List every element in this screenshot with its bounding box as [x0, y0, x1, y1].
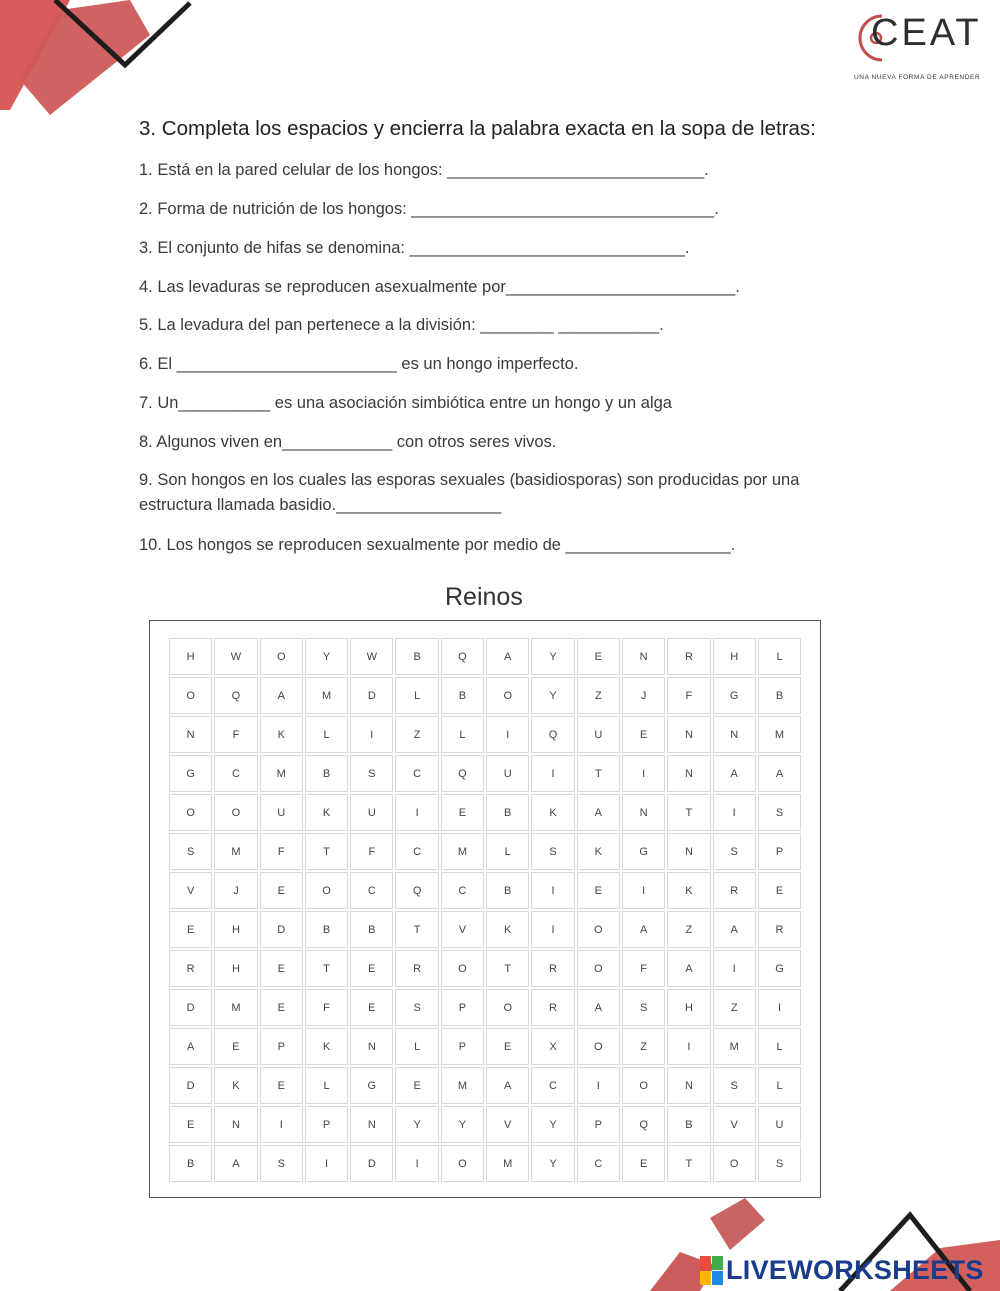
- wordsearch-cell[interactable]: S: [350, 755, 393, 792]
- wordsearch-cell[interactable]: E: [758, 872, 801, 909]
- wordsearch-cell[interactable]: R: [758, 911, 801, 948]
- wordsearch-cell[interactable]: T: [305, 950, 348, 987]
- wordsearch-cell[interactable]: M: [260, 755, 303, 792]
- logo-text: CEAT: [871, 12, 982, 54]
- wordsearch-cell[interactable]: Z: [577, 677, 620, 714]
- wordsearch-cell[interactable]: Y: [531, 677, 574, 714]
- wordsearch-cell[interactable]: O: [622, 1067, 665, 1104]
- wordsearch-cell[interactable]: H: [214, 950, 257, 987]
- wordsearch-cell[interactable]: A: [758, 755, 801, 792]
- question-8: 8. Algunos viven en____________ con otros seres vivos.: [139, 433, 557, 451]
- wordsearch-cell[interactable]: T: [667, 794, 710, 831]
- wordsearch-cell[interactable]: O: [260, 638, 303, 675]
- wordsearch-cell[interactable]: B: [486, 794, 529, 831]
- wordsearch-cell[interactable]: L: [395, 1028, 438, 1065]
- wordsearch-cell[interactable]: J: [214, 872, 257, 909]
- wordsearch-cell[interactable]: I: [395, 794, 438, 831]
- wordsearch-cell[interactable]: Q: [531, 716, 574, 753]
- wordsearch-cell[interactable]: M: [305, 677, 348, 714]
- wordsearch-cell[interactable]: M: [713, 1028, 756, 1065]
- wordsearch-cell[interactable]: X: [531, 1028, 574, 1065]
- liveworksheets-brand: [700, 1253, 984, 1287]
- wordsearch-cell[interactable]: I: [260, 1106, 303, 1143]
- wordsearch-cell[interactable]: F: [214, 716, 257, 753]
- wordsearch-cell[interactable]: A: [486, 638, 529, 675]
- wordsearch-cell[interactable]: U: [260, 794, 303, 831]
- wordsearch-cell[interactable]: B: [758, 677, 801, 714]
- wordsearch-cell[interactable]: Q: [441, 755, 484, 792]
- wordsearch-cell[interactable]: I: [713, 950, 756, 987]
- wordsearch-cell[interactable]: F: [305, 989, 348, 1026]
- wordsearch-cell[interactable]: S: [531, 833, 574, 870]
- wordsearch-cell[interactable]: U: [350, 794, 393, 831]
- wordsearch-cell[interactable]: L: [758, 1067, 801, 1104]
- wordsearch-cell[interactable]: C: [395, 833, 438, 870]
- wordsearch-cell[interactable]: E: [260, 1067, 303, 1104]
- question-2: 2. Forma de nutrición de los hongos: _________________________________.: [139, 200, 719, 218]
- wordsearch-cell[interactable]: C: [350, 872, 393, 909]
- wordsearch-cell[interactable]: V: [169, 872, 212, 909]
- wordsearch-cell[interactable]: E: [350, 989, 393, 1026]
- wordsearch-cell[interactable]: S: [758, 1145, 801, 1182]
- wordsearch-cell[interactable]: N: [667, 833, 710, 870]
- wordsearch-cell[interactable]: O: [577, 911, 620, 948]
- wordsearch-cell[interactable]: M: [441, 833, 484, 870]
- wordsearch-cell[interactable]: S: [758, 794, 801, 831]
- wordsearch-cell[interactable]: Y: [305, 638, 348, 675]
- wordsearch-cell[interactable]: T: [395, 911, 438, 948]
- wordsearch-cell[interactable]: G: [622, 833, 665, 870]
- wordsearch-cell[interactable]: B: [305, 755, 348, 792]
- wordsearch-cell[interactable]: E: [169, 1106, 212, 1143]
- wordsearch-cell[interactable]: A: [214, 1145, 257, 1182]
- wordsearch-cell[interactable]: O: [214, 794, 257, 831]
- wordsearch-cell[interactable]: R: [713, 872, 756, 909]
- wordsearch-cell[interactable]: M: [214, 833, 257, 870]
- wordsearch-cell[interactable]: E: [441, 794, 484, 831]
- wordsearch-cell[interactable]: K: [260, 716, 303, 753]
- wordsearch-cell[interactable]: S: [260, 1145, 303, 1182]
- wordsearch-cell[interactable]: B: [169, 1145, 212, 1182]
- question-10: 10. Los hongos se reproducen sexualmente por medio de __________________.: [139, 536, 736, 554]
- wordsearch-cell[interactable]: B: [305, 911, 348, 948]
- wordsearch-cell[interactable]: N: [622, 794, 665, 831]
- wordsearch-cell[interactable]: B: [486, 872, 529, 909]
- wordsearch-cell[interactable]: Y: [531, 638, 574, 675]
- wordsearch-cell[interactable]: W: [350, 638, 393, 675]
- wordsearch-cell[interactable]: T: [577, 755, 620, 792]
- wordsearch-cell[interactable]: H: [214, 911, 257, 948]
- wordsearch-cell[interactable]: I: [531, 911, 574, 948]
- wordsearch-cell[interactable]: S: [395, 989, 438, 1026]
- wordsearch-cell[interactable]: O: [169, 677, 212, 714]
- wordsearch-cell[interactable]: K: [214, 1067, 257, 1104]
- wordsearch-cell[interactable]: D: [350, 677, 393, 714]
- wordsearch-cell[interactable]: I: [531, 755, 574, 792]
- wordsearch-cell[interactable]: S: [622, 989, 665, 1026]
- wordsearch-cell[interactable]: I: [305, 1145, 348, 1182]
- wordsearch-cell[interactable]: M: [758, 716, 801, 753]
- wordsearch-cell[interactable]: E: [350, 950, 393, 987]
- wordsearch-cell[interactable]: F: [667, 677, 710, 714]
- wordsearch-cell[interactable]: N: [667, 1067, 710, 1104]
- wordsearch-cell[interactable]: G: [758, 950, 801, 987]
- wordsearch-cell[interactable]: N: [713, 716, 756, 753]
- wordsearch-cell[interactable]: O: [486, 677, 529, 714]
- wordsearch-cell[interactable]: Q: [441, 638, 484, 675]
- logo-tagline: UNA NUEVA FORMA DE APRENDER: [854, 74, 981, 81]
- wordsearch-cell[interactable]: N: [169, 716, 212, 753]
- wordsearch-cell[interactable]: G: [169, 755, 212, 792]
- wordsearch-cell[interactable]: N: [214, 1106, 257, 1143]
- wordsearch-cell[interactable]: B: [667, 1106, 710, 1143]
- wordsearch-cell[interactable]: K: [486, 911, 529, 948]
- wordsearch-cell[interactable]: U: [577, 716, 620, 753]
- wordsearch-cell[interactable]: B: [441, 677, 484, 714]
- wordsearch-cell[interactable]: Y: [395, 1106, 438, 1143]
- wordsearch-cell[interactable]: E: [214, 1028, 257, 1065]
- wordsearch-cell[interactable]: E: [395, 1067, 438, 1104]
- wordsearch-cell[interactable]: E: [622, 1145, 665, 1182]
- wordsearch-cell[interactable]: I: [531, 872, 574, 909]
- question-5: 5. La levadura del pan pertenece a la división: ________ ___________.: [139, 316, 664, 334]
- wordsearch-cell[interactable]: A: [169, 1028, 212, 1065]
- wordsearch-cell[interactable]: A: [577, 794, 620, 831]
- wordsearch-cell[interactable]: I: [758, 989, 801, 1026]
- question-1: 1. Está en la pared celular de los hongos: ____________________________.: [139, 161, 709, 179]
- wordsearch-cell[interactable]: I: [577, 1067, 620, 1104]
- wordsearch-cell[interactable]: N: [350, 1028, 393, 1065]
- wordsearch-cell[interactable]: S: [713, 833, 756, 870]
- wordsearch-cell[interactable]: R: [531, 950, 574, 987]
- wordsearch-cell[interactable]: F: [350, 833, 393, 870]
- wordsearch-cell[interactable]: V: [486, 1106, 529, 1143]
- liveworksheets-text: LIVEWORKSHEETS: [726, 1254, 984, 1285]
- wordsearch-cell[interactable]: I: [667, 1028, 710, 1065]
- wordsearch-cell[interactable]: A: [713, 911, 756, 948]
- wordsearch-cell[interactable]: E: [260, 950, 303, 987]
- wordsearch-cell[interactable]: A: [486, 1067, 529, 1104]
- wordsearch-cell[interactable]: A: [667, 950, 710, 987]
- wordsearch-cell[interactable]: L: [758, 638, 801, 675]
- wordsearch-cell[interactable]: F: [260, 833, 303, 870]
- wordsearch-cell[interactable]: R: [395, 950, 438, 987]
- wordsearch-cell[interactable]: P: [305, 1106, 348, 1143]
- wordsearch-cell[interactable]: N: [622, 638, 665, 675]
- wordsearch-cell[interactable]: T: [305, 833, 348, 870]
- wordsearch-cell[interactable]: B: [350, 911, 393, 948]
- wordsearch-cell[interactable]: A: [260, 677, 303, 714]
- wordsearch-cell[interactable]: M: [486, 1145, 529, 1182]
- wordsearch-cell[interactable]: K: [667, 872, 710, 909]
- wordsearch-cell[interactable]: I: [713, 794, 756, 831]
- wordsearch-cell[interactable]: T: [667, 1145, 710, 1182]
- wordsearch-cell[interactable]: Y: [531, 1106, 574, 1143]
- wordsearch-cell[interactable]: O: [441, 950, 484, 987]
- wordsearch-cell[interactable]: G: [350, 1067, 393, 1104]
- wordsearch-cell[interactable]: Y: [441, 1106, 484, 1143]
- wordsearch-cell[interactable]: I: [486, 716, 529, 753]
- wordsearch-cell[interactable]: P: [441, 989, 484, 1026]
- wordsearch-cell[interactable]: T: [486, 950, 529, 987]
- wordsearch-cell[interactable]: P: [758, 833, 801, 870]
- exercise-heading: 3. Completa los espacios y encierra la palabra exacta en la sopa de letras:: [139, 117, 816, 140]
- wordsearch-cell[interactable]: H: [713, 638, 756, 675]
- wordsearch-cell[interactable]: H: [169, 638, 212, 675]
- wordsearch-cell[interactable]: C: [577, 1145, 620, 1182]
- wordsearch-cell[interactable]: S: [713, 1067, 756, 1104]
- wordsearch-cell[interactable]: O: [577, 950, 620, 987]
- wordsearch-cell[interactable]: G: [713, 677, 756, 714]
- wordsearch-cell[interactable]: E: [577, 872, 620, 909]
- wordsearch-cell[interactable]: L: [486, 833, 529, 870]
- wordsearch-cell[interactable]: U: [758, 1106, 801, 1143]
- question-3: 3. El conjunto de hifas se denomina: ______________________________.: [139, 239, 690, 257]
- wordsearch-cell[interactable]: Z: [395, 716, 438, 753]
- wordsearch-cell[interactable]: J: [622, 677, 665, 714]
- wordsearch-cell[interactable]: K: [577, 833, 620, 870]
- wordsearch-cell[interactable]: M: [441, 1067, 484, 1104]
- wordsearch-cell[interactable]: W: [214, 638, 257, 675]
- wordsearch-cell[interactable]: C: [441, 872, 484, 909]
- wordsearch-cell[interactable]: E: [486, 1028, 529, 1065]
- wordsearch-cell[interactable]: D: [350, 1145, 393, 1182]
- wordsearch-cell[interactable]: I: [622, 872, 665, 909]
- wordsearch-cell[interactable]: I: [622, 755, 665, 792]
- wordsearch-cell[interactable]: I: [395, 1145, 438, 1182]
- wordsearch-cell[interactable]: O: [441, 1145, 484, 1182]
- wordsearch-cell[interactable]: O: [486, 989, 529, 1026]
- question-6: 6. El ________________________ es un hongo imperfecto.: [139, 355, 579, 373]
- wordsearch-cell[interactable]: H: [667, 989, 710, 1026]
- wordsearch-cell[interactable]: K: [305, 794, 348, 831]
- wordsearch-cell[interactable]: O: [577, 1028, 620, 1065]
- ceat-logo: [848, 10, 993, 88]
- wordsearch-cell[interactable]: Z: [667, 911, 710, 948]
- wordsearch-cell[interactable]: D: [260, 911, 303, 948]
- wordsearch-cell[interactable]: Q: [622, 1106, 665, 1143]
- wordsearch-cell[interactable]: E: [622, 716, 665, 753]
- wordsearch-title: Reinos: [445, 583, 523, 611]
- wordsearch-cell[interactable]: L: [758, 1028, 801, 1065]
- wordsearch-cell[interactable]: U: [486, 755, 529, 792]
- wordsearch-cell[interactable]: L: [395, 677, 438, 714]
- wordsearch-cell[interactable]: O: [713, 1145, 756, 1182]
- wordsearch-cell[interactable]: C: [214, 755, 257, 792]
- wordsearch-cell[interactable]: S: [169, 833, 212, 870]
- wordsearch-cell[interactable]: C: [531, 1067, 574, 1104]
- wordsearch-cell[interactable]: E: [260, 989, 303, 1026]
- wordsearch-grid: [169, 638, 803, 1182]
- question-7: 7. Un__________ es una asociación simbiótica entre un hongo y un alga: [139, 394, 672, 412]
- wordsearch-cell[interactable]: F: [622, 950, 665, 987]
- wordsearch-cell[interactable]: N: [350, 1106, 393, 1143]
- wordsearch-cell[interactable]: D: [169, 1067, 212, 1104]
- question-9: 9. Son hongos en los cuales las esporas sexuales (basidiosporas) son producidas por una estructura llamada basidio.__________________: [139, 471, 804, 514]
- wordsearch-cell[interactable]: R: [667, 638, 710, 675]
- wordsearch-cell[interactable]: P: [260, 1028, 303, 1065]
- wordsearch-cell[interactable]: Q: [214, 677, 257, 714]
- wordsearch-cell[interactable]: O: [305, 872, 348, 909]
- wordsearch-cell[interactable]: D: [169, 989, 212, 1026]
- wordsearch-cell[interactable]: E: [260, 872, 303, 909]
- wordsearch-cell[interactable]: E: [169, 911, 212, 948]
- wordsearch-cell[interactable]: N: [667, 755, 710, 792]
- wordsearch-cell[interactable]: O: [169, 794, 212, 831]
- wordsearch-cell[interactable]: Z: [713, 989, 756, 1026]
- wordsearch-cell[interactable]: A: [577, 989, 620, 1026]
- wordsearch-cell[interactable]: C: [395, 755, 438, 792]
- wordsearch-cell[interactable]: A: [622, 911, 665, 948]
- wordsearch-cell[interactable]: R: [531, 989, 574, 1026]
- question-4: 4. Las levaduras se reproducen asexualmente por_________________________.: [139, 278, 740, 296]
- corner-decoration-top-left: [0, 0, 210, 120]
- wordsearch-cell[interactable]: K: [305, 1028, 348, 1065]
- wordsearch-cell[interactable]: B: [395, 638, 438, 675]
- wordsearch-cell[interactable]: K: [531, 794, 574, 831]
- wordsearch-cell[interactable]: Q: [395, 872, 438, 909]
- wordsearch-cell[interactable]: V: [441, 911, 484, 948]
- wordsearch-cell[interactable]: A: [713, 755, 756, 792]
- wordsearch-cell[interactable]: L: [441, 716, 484, 753]
- wordsearch-cell[interactable]: Z: [622, 1028, 665, 1065]
- wordsearch-cell[interactable]: Y: [531, 1145, 574, 1182]
- wordsearch-cell[interactable]: V: [713, 1106, 756, 1143]
- wordsearch-cell[interactable]: R: [169, 950, 212, 987]
- wordsearch-cell[interactable]: N: [667, 716, 710, 753]
- wordsearch-cell[interactable]: L: [305, 716, 348, 753]
- wordsearch-cell[interactable]: P: [441, 1028, 484, 1065]
- wordsearch-cell[interactable]: L: [305, 1067, 348, 1104]
- wordsearch-cell[interactable]: E: [577, 638, 620, 675]
- liveworksheets-icon: [700, 1256, 722, 1284]
- wordsearch-cell[interactable]: P: [577, 1106, 620, 1143]
- wordsearch-cell[interactable]: M: [214, 989, 257, 1026]
- wordsearch-cell[interactable]: I: [350, 716, 393, 753]
